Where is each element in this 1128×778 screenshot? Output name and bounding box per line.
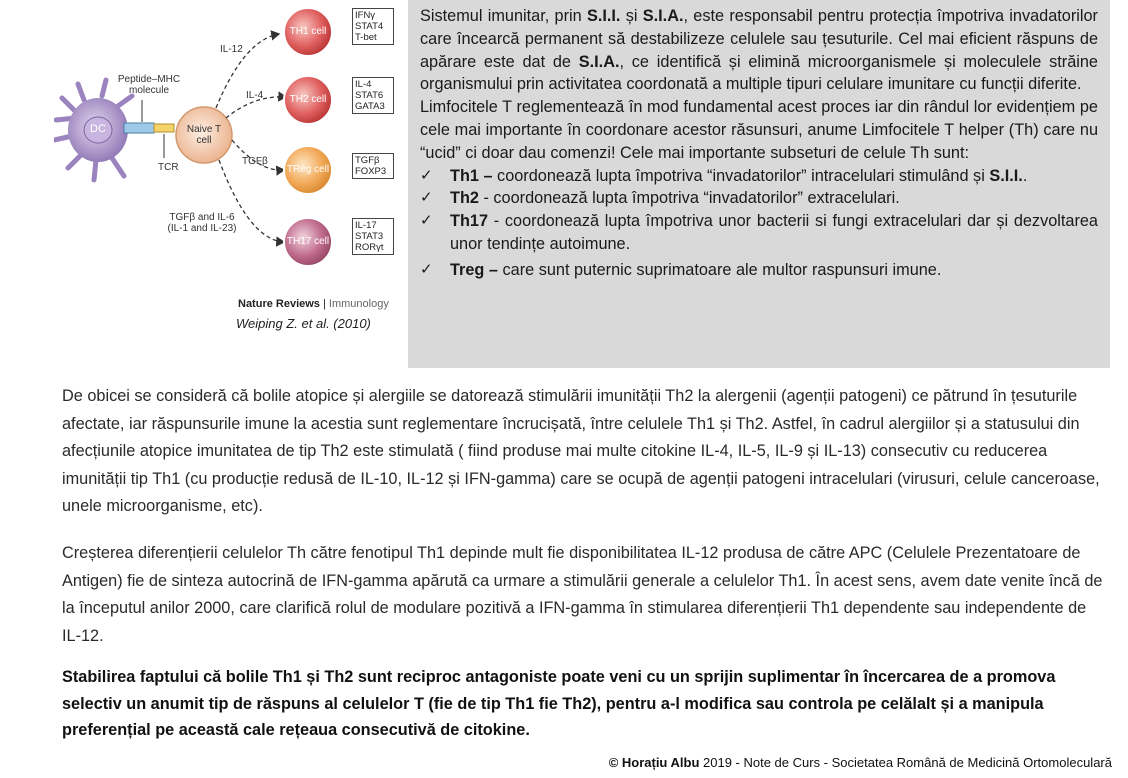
text-run: și bbox=[620, 7, 643, 25]
text-run: . bbox=[1022, 166, 1028, 185]
marker: IFNγ bbox=[355, 10, 376, 21]
info-paragraph-2: Limfocitele T reglementează în mod fundamental acest proces iar din rândul lor evidențiem pe cele mai importante în coordonare acestor răsunsuri, anume Limfocitele T helper (Th) care nu “ucid” ci doar dau comenzi! Cele mai importante subseturi de celule Th sunt: bbox=[420, 98, 1098, 162]
body-paragraph-3: Stabilirea faptului că bolile Th1 și Th2 sunt reciproc antagoniste poate veni cu un sprijin suplimentar în încercarea de a promova selectiv un anumit tip de răspuns al celulelor T (fie de tip Th1 fie Th2), pentru a-l modifica sau controla pe celălalt și a manipula preferențial pe această cale rețeaua consecutivă de citokine. bbox=[62, 668, 1056, 739]
marker: STAT6 bbox=[355, 90, 384, 101]
text-run: - coordonează lupta împotriva “invadatorilor” extracelulari. bbox=[478, 189, 900, 208]
treg-markers bbox=[352, 153, 394, 179]
marker: IL-17 bbox=[355, 220, 377, 231]
treg-cell-label: TReg cell bbox=[286, 164, 330, 175]
text-run: S.I.A. bbox=[578, 52, 620, 71]
body-paragraph-2: Creșterea diferențierii celulelor Th către fenotipul Th1 depinde mult fie disponibilitatea IL-12 produsa de către APC (Celulele Prezentatoare de Antigen) fie de sinteza autocrină de IFN-gamma apărută ca urmare a stimulării generale a celulelor Th1. În acest sens, avem date venite încă de la începutul anilor 2000, care clarifică rolul de modulare pozitivă a IFN-gamma în stimularea diferențierii Th1 dependente sau independente de IL-12. bbox=[62, 544, 1103, 645]
marker: RORγt bbox=[355, 242, 384, 253]
th17-markers bbox=[352, 218, 394, 255]
peptide-mhc-connector-icon bbox=[124, 100, 174, 158]
th2-markers bbox=[352, 77, 394, 114]
check-icon: ✓ bbox=[420, 166, 433, 184]
text-run: Treg – bbox=[450, 260, 498, 279]
tcr-label: TCR bbox=[158, 162, 179, 173]
check-icon: ✓ bbox=[420, 212, 433, 230]
text-run: care sunt puternic suprimatoare ale multor raspunsuri imune. bbox=[497, 260, 942, 279]
body-paragraph-1: De obicei se consideră că bolile atopice și alergiile se datorează stimulării imunității Th2 la alergenii (agenții patogeni) ce pătrund în țesuturile afectate, iar răspunsurile imune la acestia sunt reglementare încrucișată, între celulele Th1 și Th2. Astfel, în cadrul alergiilor și a statusului din afecțiunile atopice imunitatea de tip Th2 este stimulată ( fiind produse mai multe citokine IL-4, IL-5, IL-9 și IL-13) consecutiv cu reducerea imunității tip Th1 (cu producție redusă de IL-10, IL-12 și IFN-gamma) care se ocupă de agenții patogeni intracelulari (virusuri, celule canceroase, unele microorganisme, etc). bbox=[62, 387, 1100, 515]
marker: FOXP3 bbox=[355, 166, 387, 177]
th1-markers bbox=[352, 8, 394, 45]
immunology-figure bbox=[54, 0, 404, 345]
text-run: Th17 bbox=[450, 212, 489, 231]
list-item bbox=[420, 165, 1098, 188]
peptide-mhc-label: Peptide–MHC molecule bbox=[117, 74, 181, 96]
info-paragraph-1 bbox=[420, 5, 1098, 96]
text-run: S.I.A. bbox=[642, 7, 684, 25]
marker: T-bet bbox=[355, 32, 377, 43]
arrow-label-tgfb-il6: TGFβ and IL-6 (IL-1 and IL-23) bbox=[167, 212, 237, 234]
text-run: Th1 – bbox=[450, 166, 493, 185]
text-run: S.I.I. bbox=[586, 7, 621, 25]
check-icon: ✓ bbox=[420, 189, 433, 207]
source-journal: Nature Reviews bbox=[238, 298, 320, 310]
info-box bbox=[408, 0, 1110, 368]
text-run: Sistemul imunitar, prin bbox=[420, 7, 587, 25]
figure-source: Nature Reviews | Immunology bbox=[238, 298, 389, 310]
arrow-label-il12: IL-12 bbox=[220, 44, 243, 55]
marker: STAT3 bbox=[355, 231, 384, 242]
marker: STAT4 bbox=[355, 21, 384, 32]
marker: IL-4 bbox=[355, 79, 372, 90]
text-run: - coordonează lupta împotriva unor bacterii si fungi extracelulari dar și dezvoltarea unor tendințe autoimune. bbox=[450, 212, 1098, 253]
th2-cell-label: TH2 cell bbox=[289, 94, 327, 105]
text-run: Th2 bbox=[450, 189, 479, 208]
text-run: , ce identifică și elimină microorganismele și moleculele străine organismului prin activitatea coordonată a multiple tipuri celulare imunitare cu funcții diferite. bbox=[420, 52, 1098, 94]
naive-t-cell-label: Naive T cell bbox=[186, 124, 222, 146]
text-run: S.I.I. bbox=[989, 166, 1023, 185]
marker: TGFβ bbox=[355, 155, 380, 166]
source-section: Immunology bbox=[328, 298, 389, 310]
check-icon: ✓ bbox=[420, 260, 433, 278]
list-item bbox=[420, 259, 1098, 282]
footer bbox=[609, 755, 1112, 770]
list-item bbox=[420, 210, 1098, 256]
figure-citation: Weiping Z. et al. (2010) bbox=[236, 316, 371, 331]
copyright: © Horațiu Albu bbox=[608, 755, 700, 770]
th1-cell-label: TH1 cell bbox=[289, 26, 327, 37]
th17-cell-label: TH17 cell bbox=[286, 236, 330, 247]
arrow-label-il4: IL-4 bbox=[246, 90, 264, 101]
list-item bbox=[420, 187, 1098, 210]
marker: GATA3 bbox=[355, 101, 385, 112]
th-subset-list bbox=[420, 165, 1098, 282]
dc-label: DC bbox=[90, 123, 106, 135]
text-run: , este responsabil pentru protecția împotriva invadatorilor care încearcă permanent să destabilizeze celulele sau țesuturile. Cel mai eficient răspuns de apărare este dat de bbox=[420, 7, 1098, 71]
arrow-label-tgfb: TGFβ bbox=[242, 156, 268, 167]
text-run: coordonează lupta împotriva “invadatorilor” intracelulari stimulând și bbox=[492, 166, 990, 185]
footer-text: 2019 - Note de Curs - Societatea Română de Medicină Ortomoleculară bbox=[699, 755, 1112, 770]
